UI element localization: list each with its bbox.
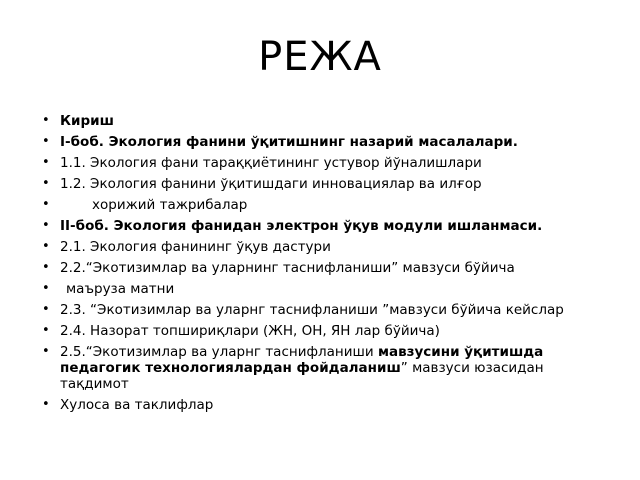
- bullet-icon: •: [42, 302, 50, 317]
- item-text-post: ” мавзуси юзасидан тақдимот: [60, 360, 544, 392]
- list-item: [42, 344, 612, 392]
- bullet-icon: •: [42, 260, 50, 275]
- item-text: 2.3. “Экотизимлар ва уларнг таснифланиши ”мавзуси бўйича кейслар: [60, 302, 564, 318]
- list-item: [42, 197, 612, 213]
- item-text: 1.2. Экология фанини ўқитишдаги инновациялар ва илғор: [60, 176, 482, 192]
- item-text-pre: 2.5.“Экотизимлар ва уларнг таснифланиши: [60, 344, 378, 360]
- item-text: I-боб. Экология фанини ўқитишнинг назарий масалалари.: [60, 134, 518, 150]
- item-text: 2.2.“Экотизимлар ва уларнинг таснифланиши” мавзуси бўйича: [60, 260, 515, 276]
- bullet-icon: •: [42, 323, 50, 338]
- list-item: [42, 134, 612, 150]
- item-text: 2.1. Экология фанининг ўқув дастури: [60, 239, 331, 255]
- list-item: [42, 155, 612, 171]
- bullet-icon: •: [42, 197, 50, 212]
- bullet-icon: •: [42, 176, 50, 191]
- bullet-icon: •: [42, 155, 50, 170]
- bullet-icon: •: [42, 134, 50, 149]
- item-text: Кириш: [60, 113, 114, 129]
- bullet-icon: •: [42, 113, 50, 128]
- bullet-icon: •: [42, 218, 50, 233]
- list-item: [42, 302, 612, 318]
- list-item: [42, 323, 612, 339]
- list-item: [42, 281, 612, 297]
- bullet-icon: •: [42, 397, 50, 412]
- list-item: [42, 397, 612, 413]
- bullet-list: [42, 113, 612, 418]
- item-text: маъруза матни: [66, 281, 175, 297]
- slide-title: РЕЖА: [258, 34, 382, 80]
- bullet-icon: •: [42, 281, 50, 296]
- list-item: [42, 239, 612, 255]
- item-text: 1.1. Экология фани тараққиётининг устувор йўналишлари: [60, 155, 482, 171]
- bullet-icon: •: [42, 344, 50, 359]
- bullet-icon: •: [42, 239, 50, 254]
- list-item: [42, 176, 612, 192]
- list-item: [42, 260, 612, 276]
- list-item: [42, 113, 612, 129]
- item-text-bold: мавзусини ўқитишда педагогик технологиялардан фойдаланиш: [60, 344, 544, 376]
- item-text: 2.4. Назорат топшириқлари (ЖН, ОН, ЯН лар бўйича): [60, 323, 440, 339]
- item-text: хорижий тажрибалар: [92, 197, 248, 213]
- item-text: Хулоса ва таклифлар: [60, 397, 214, 413]
- item-text: II-боб. Экология фанидан электрон ўқув модули ишланмаси.: [60, 218, 543, 234]
- list-item: [42, 218, 612, 234]
